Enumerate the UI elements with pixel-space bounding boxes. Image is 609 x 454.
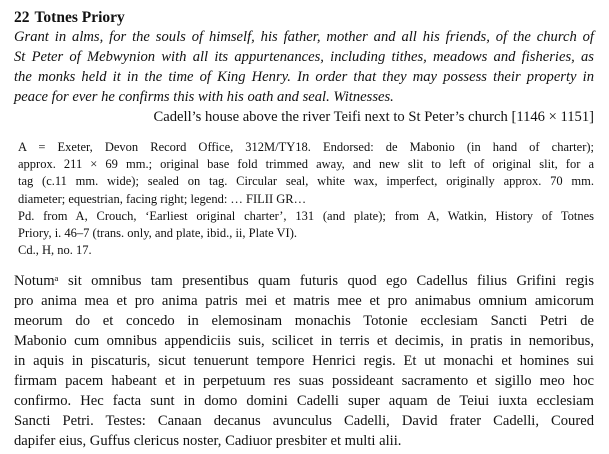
critical-apparatus <box>18 139 594 259</box>
document-page <box>14 8 594 451</box>
charter-summary <box>14 27 594 107</box>
summary-line: peace for ever he confirms this with his oath and seal. Witnesses. <box>14 89 394 105</box>
text-line: Notumᵃ sit omnibus tam presentibus quam futuris quod ego Cadellus filius Grifini regis <box>14 273 594 290</box>
text-line: Mabonio cum omnibus appendiciis suis, scilicet in terris et decimis, in pratis in nemoribus, <box>14 333 594 350</box>
text-line: firmam pacem habeant et in perpetuum res suas possideant sacramento et sigillo meo hoc <box>14 373 594 390</box>
apparatus-line: Cd., H, no. 17. <box>18 243 92 258</box>
charter-title: Totnes Priory <box>34 9 125 26</box>
summary-line: St Peter of Mebwynion with all its appurtenances, including tithes, meadows and fisheries, as <box>14 49 594 65</box>
charter-dating: Cadell’s house above the river Teifi next to St Peter’s church [1146 × 1151] <box>153 109 594 125</box>
apparatus-line: Priory, i. 46–7 (trans. only, and plate, ibid., ii, Plate VI). <box>18 226 298 241</box>
text-line: pro anima mea et pro anima patris mei et matris mee et pro animabus omnium amicorum <box>14 293 594 310</box>
charter-heading <box>14 8 594 27</box>
apparatus-line: approx. 211 × 69 mm.; original base fold trimmed away, and new slit to left of original slit, for a <box>18 157 594 172</box>
text-line: dapifer eius, Guffus clericus noster, Cadiuor presbiter et multi alii. <box>14 433 402 450</box>
text-line: in aquis in piscaturis, sicut tenuerunt tempore Henrici regis. Et ut monachi et homines sui <box>14 353 594 370</box>
text-line: meorum do et concedo in elemosinam monachis Totonie ecclesiam Sancti Petri de <box>14 313 594 330</box>
apparatus-line: tag (c.11 mm. wide); sealed on tag. Circular seal, white wax, imperfect, originally approx. 70 mm. <box>18 174 594 189</box>
summary-line: Grant in alms, for the souls of himself, his father, mother and all his friends, of the church of <box>14 29 594 45</box>
charter-number: 22 <box>14 9 30 26</box>
text-line: Sancti Petri. Testes: Canaan decanus avunculus Cadelli, David frater Cadelli, Coured <box>14 413 594 430</box>
summary-line: the monks held it in the time of King Henry. In order that they may possess their property in <box>14 69 594 85</box>
apparatus-line: Pd. from A, Crouch, ‘Earliest original charter’, 131 (and plate); from A, Watkin, History of Totnes <box>18 208 594 223</box>
apparatus-line: A = Exeter, Devon Record Office, 312M/TY18. Endorsed: de Mabonio (in hand of charter); <box>18 140 594 154</box>
apparatus-line: diameter; equestrian, facing right; legend: … FILII GR… <box>18 191 307 206</box>
charter-text <box>14 271 594 451</box>
text-line: confirmo. Hec facta sunt in domo domini Cadelli super aquam de Teiui iuxta ecclesiam <box>14 393 594 410</box>
